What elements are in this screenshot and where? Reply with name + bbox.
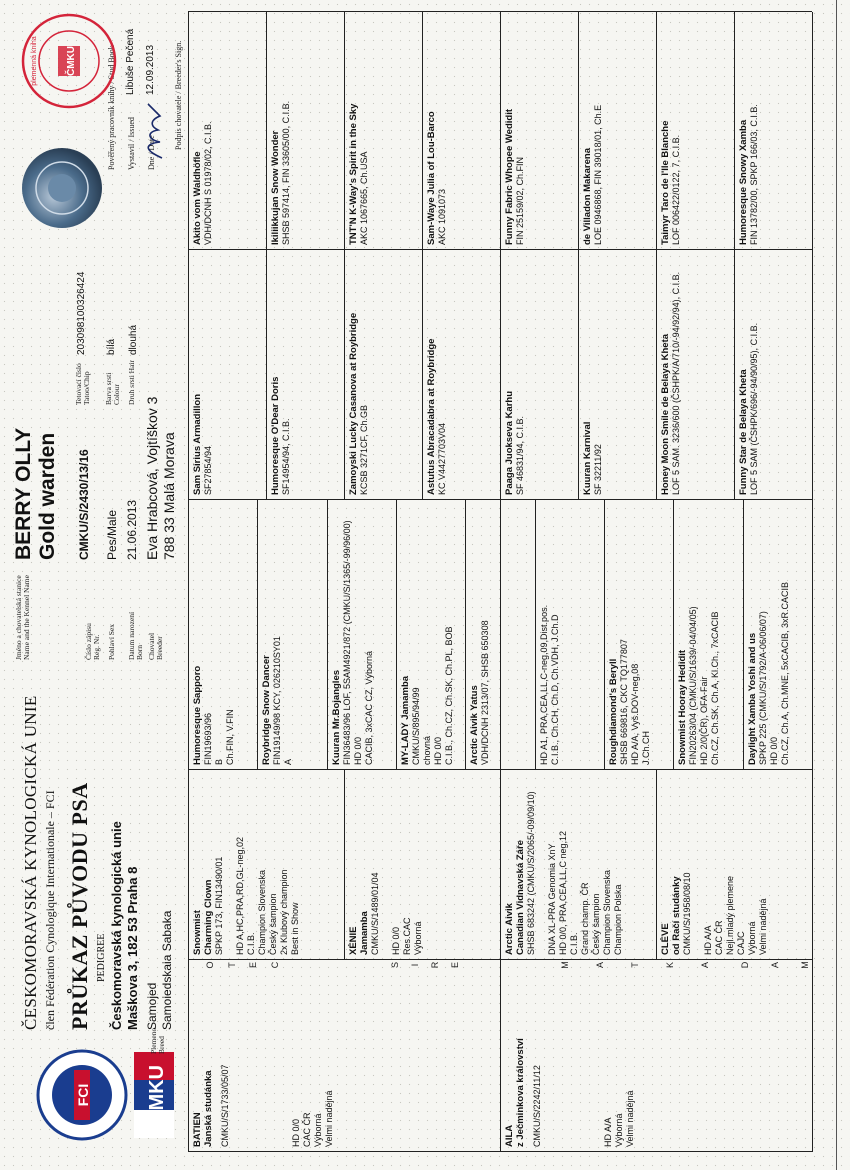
breed-label: Plemeno Breed [149, 1027, 166, 1054]
ggp-divider [465, 500, 466, 770]
spacer [225, 775, 235, 955]
spacer [543, 965, 603, 1147]
gp-info: HD A/A [703, 925, 713, 955]
gggp-divider [656, 250, 657, 500]
gggp-reg: FIN 13782/00, SPKP 166/03, C.I.B. [749, 104, 759, 245]
ggp-divider [396, 500, 397, 770]
parent-info: Výborná [313, 1113, 323, 1147]
hair-label: Druh srsti Hair [127, 360, 136, 405]
ggp-divider [743, 500, 744, 770]
date-label: Dne / Date [147, 135, 156, 170]
gp-name: Snowmist [192, 910, 203, 955]
great-grandparent-cell [192, 505, 255, 765]
gp-divider [344, 770, 345, 960]
gp-info: Grand champ. ČR [580, 882, 590, 955]
document-title: PRŮKAZ PŮVODU PSA [67, 782, 92, 1030]
chip-label: Tetovací číslo Tatoo/Chip [74, 363, 91, 405]
breeder-sign-label: Podpis chovatele / Breeder's Sign. [174, 40, 183, 150]
spacer [381, 775, 391, 955]
parent-cell [192, 965, 498, 1147]
gggp-divider [578, 12, 579, 250]
gp-reg: SHSB 683242 (CMKU/S/2065/-09/09/10) [526, 791, 536, 955]
dog-sex: Pes/Male [105, 509, 119, 560]
grandparent-cell [348, 775, 498, 955]
parent-info: Výborná [614, 1113, 624, 1147]
stud-book-stamp-icon [20, 12, 118, 110]
parent-reg: CMKU/S/2242/11/12 [532, 1065, 542, 1147]
great-grandparent-cell [677, 505, 740, 765]
parent-cell [504, 965, 810, 1147]
ggp-divider [673, 500, 674, 770]
org-fci-member: člen Fédération Cynologique Internationale – FCI [43, 790, 57, 1030]
ggp-divider [535, 500, 536, 770]
issue-date: 12.09.2013 [145, 44, 156, 95]
parent-kennel: z Ječminkova království [515, 1038, 526, 1147]
gggp-name: Astutus Abracadabra at Roybridge [426, 338, 437, 495]
gp-info: CAJC [736, 931, 746, 955]
great-great-grandparent-cell [738, 255, 810, 495]
breeder-name: Eva Hrabcová, Vojtíškov 3 [144, 396, 160, 560]
ggp-info: C.I.B., Ch.CH, Ch.D, Ch.VDH, J.Ch.D [549, 614, 560, 765]
breed-value: Samojed [145, 982, 159, 1030]
gggp-divider [500, 250, 501, 500]
parent-info: HD A/A [603, 1117, 613, 1147]
gggp-name: Funny Star de Belaya Kheta [738, 369, 749, 495]
ggp-reg: CMKU/S/895/94/99 [411, 687, 421, 765]
ggp-info: chovná [422, 735, 432, 765]
gggp-name: de Villadon Makarena [582, 148, 593, 245]
ggp-reg: FIN20263/04 (CMKU/S/1639/-04/04/05) [688, 606, 699, 765]
side-letter: R [430, 961, 440, 969]
great-great-grandparent-cell [582, 255, 654, 495]
dog-hair: dlouhá [128, 324, 139, 355]
hologram-seal-icon [20, 146, 104, 230]
gp-info: C.I.B. [569, 932, 579, 955]
breeder-address: 788 33 Malá Morava [161, 432, 177, 560]
parent-kennel: Janská studánka [203, 1070, 214, 1147]
gggp-reg: SF27854/94 [203, 445, 213, 495]
gggp-name: Honey Moon Smile de Belaya Kheta [660, 333, 671, 495]
signature-icon [140, 100, 170, 160]
great-grandparent-cell [539, 505, 602, 765]
gp-name: XÉNIE [348, 926, 359, 955]
org-name: ČESKOMORAVSKÁ KYNOLOGICKÁ UNIE [21, 695, 40, 1030]
great-great-grandparent-cell [348, 255, 420, 495]
ggp-name: Snowmist Hooray Hedidit [677, 649, 689, 765]
side-letter: E [450, 962, 460, 969]
great-grandparent-cell [469, 505, 532, 765]
gggp-reg: SF14954/94, C.I.B. [281, 418, 291, 495]
gp-info: Champion Slovenska [602, 869, 612, 955]
spacer [693, 775, 703, 955]
dog-born: 21.06.2013 [125, 499, 139, 560]
ggp-info: A [283, 758, 294, 765]
ggp-reg: SHSB 669816, CKC TQ177807 [619, 639, 629, 765]
great-great-grandparent-cell [192, 17, 264, 245]
side-letter: O [205, 961, 215, 969]
ggp-info: HD 0/0 [433, 736, 443, 765]
gggp-name: Humoresque O'Dear Doris [270, 376, 281, 495]
gggp-name: Ikiliikkujan Snow Wonder [270, 130, 281, 245]
gp-info: Český šampion [268, 893, 278, 955]
great-grandparent-cell [400, 505, 463, 765]
gp-info: Res.CAC [402, 917, 412, 955]
reg-label: Číslo zápisu Reg. Nr. [84, 623, 101, 660]
issuer-name: Českomoravská kynologická unie [109, 821, 124, 1030]
gp-info: Výborná [413, 921, 423, 955]
side-letter: K [665, 962, 675, 969]
side-letter: C [270, 961, 280, 969]
ggp-info: Ch.FIN, V.FIN [225, 709, 235, 765]
gggp-reg: LOE 0946868, FIN 39018/01, Ch.E [593, 104, 603, 245]
gp-divider [500, 770, 501, 960]
gggp-divider [734, 12, 735, 250]
gggp-name: Sam-Waye Julia of Lou-Barco [426, 111, 437, 245]
frame-top-line [188, 12, 189, 1152]
gp-info: 2x Klubový champion [279, 869, 289, 955]
parent-info: CAC ČR [302, 1112, 312, 1147]
gggp-divider [344, 12, 345, 250]
gp-kennel: Charming Clown [203, 879, 214, 955]
gggp-reg: SHSB 597414, FIN 33605/00, C.I.B. [281, 100, 291, 245]
svg-text:FCI: FCI [75, 1083, 91, 1107]
gggp-divider [266, 12, 267, 250]
side-letter: A [770, 962, 780, 969]
frame-bottom-line [812, 12, 813, 1152]
ggp-divider [257, 500, 258, 770]
dog-reg-no: CMKU/S/2430/13/16 [77, 449, 91, 560]
gp-info: HD 0/0, PRA,CEA,LL,C neg,12 [558, 830, 568, 955]
ggp-name: Roughdiamond's Beryll [608, 658, 619, 765]
great-great-grandparent-cell [426, 255, 498, 495]
gggp-reg: SF 46831/94, C.I.B. [515, 415, 525, 495]
gggp-divider [500, 12, 501, 250]
dog-colour: bílá [106, 338, 117, 355]
great-grandparent-cell [331, 505, 394, 765]
gggp-divider [734, 250, 735, 500]
gggp-reg: VDH/DCNH S 01978/02, C.I.B. [203, 121, 213, 245]
spacer [537, 775, 547, 955]
great-grandparent-cell [261, 505, 324, 765]
gggp-reg: FIN 25159/02, Ch.FIN [515, 156, 525, 245]
gp-name: CLÉVE [660, 923, 671, 955]
gggp-reg: AKC 1067665, Ch.USA [359, 151, 369, 245]
great-great-grandparent-cell [504, 17, 576, 245]
ggp-info: HD 2/0(ČR), OFA-Fair [699, 676, 710, 765]
gggp-reg: LOF 006422/0122, 7, C.I.B. [671, 134, 681, 245]
grandparent-cell [660, 775, 810, 955]
parent-reg: CMKU/S/1733/05/07 [220, 1064, 230, 1147]
great-grandparent-cell [747, 505, 810, 765]
gggp-name: Funny Fabric Whopee Wedidit [504, 109, 515, 245]
gp-info: Champion Slovenska [257, 869, 267, 955]
colour-label: Barva srsti Colour [104, 372, 121, 405]
breeder-label: Chovatel Breeder [147, 632, 164, 660]
gggp-divider [422, 12, 423, 250]
gggp-reg: AKC 1091073 [437, 188, 447, 245]
parent-info: Velmi nadějná [324, 1090, 334, 1147]
ggp-reg: SPKP 225 (CMKU/S/1792/A-06/06/07) [757, 611, 768, 765]
issued-by: Libuše Pečená [125, 28, 136, 95]
great-great-grandparent-cell [660, 17, 732, 245]
gggp-divider [344, 250, 345, 500]
gp-reg: SPKP 173, FIN13490/01 [214, 856, 224, 955]
great-great-grandparent-cell [660, 255, 732, 495]
breed-value-native: Samoiedskaia Sabaka [160, 910, 174, 1030]
great-great-grandparent-cell [504, 255, 576, 495]
great-great-grandparent-cell [426, 17, 498, 245]
gp-info: HD A,HC,PRA,RD,GL-neg,02 [235, 836, 245, 955]
side-letter: A [595, 962, 605, 969]
ggp-info: CACIB, 3xCAC CZ, Výborná [363, 650, 374, 765]
ggp-info: HD 0/0 [352, 736, 363, 765]
grandparent-cell [504, 775, 654, 955]
dog-chip: 203098100326424 [76, 271, 87, 355]
side-letter: M [560, 961, 570, 969]
name-label: Jméno a chovatelská stanice Name and the Kennel Name [14, 575, 31, 660]
gggp-name: Kuuran Karnival [582, 421, 593, 495]
ggp-info: Ch.CZ, Ch.SK, Ch.A, Kl.Ch., 7xCACIB [710, 611, 721, 765]
gp-kennel: Canadian Vidnavská Záře [515, 840, 526, 955]
gggp-divider [266, 250, 267, 500]
svg-text:ČMKU: ČMKU [146, 1065, 168, 1125]
gggp-reg: KCSB 3271CF, Ch.GB [359, 404, 369, 495]
side-letter: A [700, 962, 710, 969]
great-great-grandparent-cell [270, 17, 342, 245]
parent-name: BATIEN [192, 1112, 203, 1147]
grandparent-cell [192, 775, 342, 955]
gp-reg: CMKU/S/1489/01/04 [370, 872, 380, 955]
gp-info: DNA XL-PRA Genomia XnY [547, 843, 557, 955]
svg-text:ČMKU: ČMKU [66, 46, 77, 76]
gggp-name: Zamoyski Lucky Casanova at Roybridge [348, 312, 359, 495]
gp-kennel: Jamamba [359, 911, 370, 955]
dog-name: BERRY OLLY [12, 427, 35, 560]
ggp-name: Arctic Aivik Yatus [469, 685, 481, 765]
gp-info: HD 0/0 [391, 926, 401, 955]
ggp-divider [327, 500, 328, 770]
gggp-divider [578, 250, 579, 500]
ggp-reg: FIN19149/98 KCY, 026210SY01 [272, 636, 283, 765]
gggp-reg: SF 32211/92 [593, 444, 603, 495]
side-letter: T [226, 962, 237, 968]
gggp-reg: LOF 5 SAM (ČSHPK/696/-94/90/95), C.I.B. [749, 322, 759, 495]
gp-info: Best in Show [290, 902, 300, 955]
gp-info: Výborná [747, 921, 757, 955]
gp-info: Champion Polska [613, 884, 623, 955]
gp-info: Velmi nadějná [758, 898, 768, 955]
parent-name: AILA [504, 1124, 515, 1147]
great-great-grandparent-cell [270, 255, 342, 495]
ggp-divider [604, 500, 605, 770]
ggp-reg: FIN19693/96 [203, 712, 213, 765]
ggp-name: Roybridge Snow Dancer [261, 655, 273, 765]
ggp-reg: HD A1, PRA,CEA,LL,C-neg,09,Dist.pos. [538, 604, 549, 765]
sex-label: Pohlaví Sex [107, 623, 116, 660]
fci-logo-icon [30, 1040, 180, 1150]
great-great-grandparent-cell [738, 17, 810, 245]
ggp-name: Daylight Xamba Yoshi and us [746, 632, 758, 765]
ggp-info: B [214, 758, 224, 765]
authorized-label: Pověřený pracovník kníhy / Stud Book [107, 45, 116, 170]
ggp-info: C.I.B., Ch.CZ, Ch.SK, Ch.PL, BOB [444, 626, 454, 765]
gggp-divider [422, 250, 423, 500]
issuer-address: Maškova 3, 182 53 Praha 8 [125, 866, 140, 1030]
gp-info: C.I.B. [246, 932, 256, 955]
ggp-info: J.Ch.CH [641, 730, 651, 765]
great-great-grandparent-cell [582, 17, 654, 245]
ggp-info: Ch.CZ, Ch.A, Ch.MNE, 5xCACIB, 3xR.CACIB [779, 581, 790, 765]
parent-info: Velmi nadějná [625, 1090, 635, 1147]
great-great-grandparent-cell [348, 17, 420, 245]
ggp-reg: VDH/DCNH 2313/07, SHSB 650308 [480, 620, 491, 765]
spacer [231, 965, 291, 1147]
gggp-name: Akito vom Waldhöfle [192, 151, 203, 245]
gggp-divider [656, 12, 657, 250]
gp-reg: CMKU/S/1958/08/10 [682, 872, 692, 955]
gggp-reg: KC V4427703V04 [437, 422, 447, 495]
great-great-grandparent-cell [192, 255, 264, 495]
gp-info: CAC ČR [714, 920, 724, 955]
svg-text:plemenná kniha: plemenná kniha [31, 36, 38, 86]
side-letter: T [630, 962, 640, 968]
side-letter: I [410, 963, 420, 967]
great-grandparent-cell [608, 505, 671, 765]
gggp-name: Humoresque Snowy Xamba [738, 119, 749, 245]
ggp-name: Kuuran Mr.Bojangles [330, 669, 342, 765]
gp-kennel: od Račí studánky [671, 876, 682, 955]
gp-divider [656, 770, 657, 960]
ggp-reg: FIN36483/96 LOF, 5SAM4921/872 (CMKU/S/1365/-99/96/00) [341, 520, 352, 765]
document-subtitle: PEDIGREE [96, 933, 107, 982]
gggp-name: Taimyr Taro de l'Ile Blanche [660, 120, 671, 245]
parent-info: HD 0/0 [291, 1118, 301, 1147]
born-label: Datum narození Born [127, 611, 144, 660]
gggp-name: TNT'N K-Way's Spirit in the Sky [348, 103, 359, 245]
side-letter: S [390, 962, 400, 969]
ggp-info: HD A/A, Vyš.DOV-neg,08 [630, 663, 640, 765]
issued-label: Vystavil / Issued [127, 117, 136, 170]
side-letter: M [800, 961, 810, 969]
gp-info: Český šampion [591, 893, 601, 955]
ggp-name: MY-LADY Jamamba [400, 675, 411, 765]
side-letter: E [248, 962, 259, 969]
gggp-reg: LOF 5 SAM. 3236/600 (ČSHPK/A/710/-94/92/94), C.I.B. [671, 271, 681, 495]
dog-kennel: Gold warden [36, 432, 59, 560]
ggp-name: Humoresque Sapporo [192, 665, 203, 765]
gp-name: Arctic Aivik [504, 903, 515, 955]
ggp-info: HD 0/0 [768, 736, 779, 765]
gggp-name: Sam Sirius Armadillon [192, 393, 203, 495]
side-letter: D [740, 961, 750, 969]
gggp-name: Paaga Juokseva Karhu [504, 390, 515, 495]
gp-info: Nejl.mladý plemene [725, 875, 735, 955]
